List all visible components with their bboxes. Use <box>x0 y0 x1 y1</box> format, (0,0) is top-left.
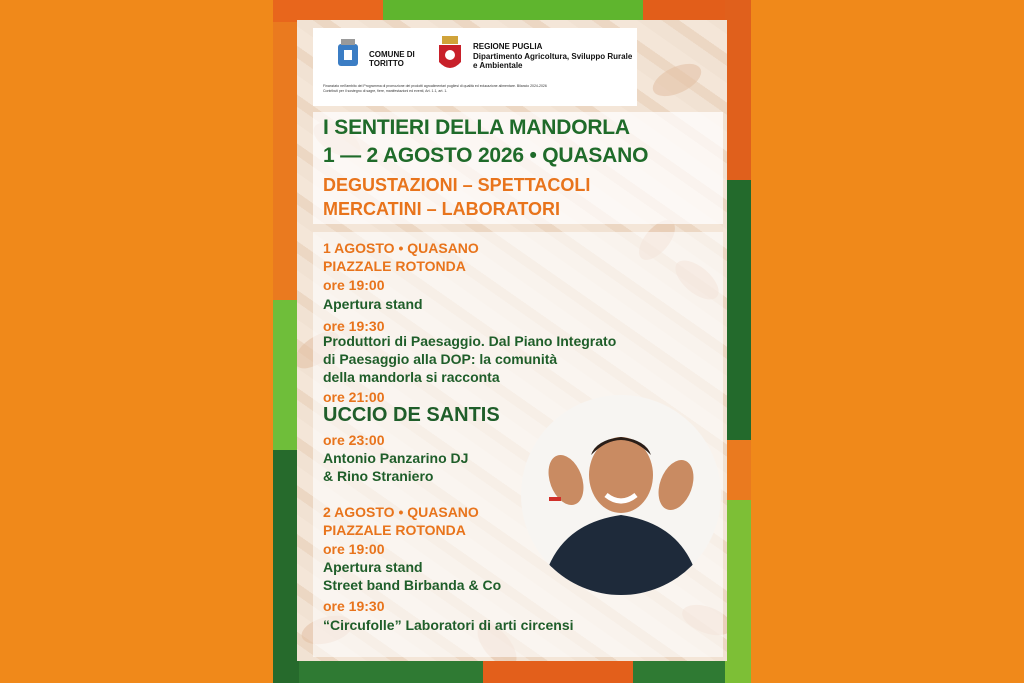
day2-event1-time: ore 19:00 <box>323 541 385 557</box>
regione-title: REGIONE PUGLIA <box>473 42 543 51</box>
day2-heading: 2 AGOSTO • QUASANO <box>323 504 479 520</box>
event-tagline-2: MERCATINI – LABORATORI <box>323 199 560 219</box>
event-tagline-1: DEGUSTAZIONI – SPETTACOLI <box>323 175 591 195</box>
day1-event1-time: ore 19:00 <box>323 277 385 293</box>
frame-darkgreen-left <box>273 450 299 683</box>
day1-event4-time: ore 23:00 <box>323 432 385 448</box>
frame-orange-left <box>273 0 299 300</box>
frame-green-left <box>273 300 299 450</box>
puglia-crest-icon <box>437 36 463 74</box>
day2-event1-line2: Street band Birbanda & Co <box>323 577 502 593</box>
comune-label: COMUNE DI TORITTO <box>369 50 415 68</box>
frame-lightgreen-right <box>725 500 751 683</box>
fine-print-line-1: Finanziato nell'ambito del Programma di promozione dei prodotti agroalimentari pugliesi di qualità ed educazione alimentare. Bilancio 2024-2026 <box>323 84 547 88</box>
day1-event2-line3: della mandorla si racconta <box>323 369 500 385</box>
frame-orange-bottom <box>483 661 633 683</box>
event-dates: 1 — 2 AGOSTO 2026 • QUASANO <box>323 144 649 167</box>
performer-photo <box>521 395 721 595</box>
day2-event1-line1: Apertura stand <box>323 559 423 575</box>
fine-print-line-2: Contributi per il sostegno di sagre, fiere, manifestazioni ed eventi, Art. 1.1, art. 1. <box>323 89 448 93</box>
frame-darkgreen-right <box>725 180 751 440</box>
frame-orange-right-lower <box>725 440 751 500</box>
frame-orange-right <box>725 0 751 180</box>
torritto-crest-icon <box>335 38 361 70</box>
day1-event3-time: ore 21:00 <box>323 389 385 405</box>
header-logos <box>313 28 637 106</box>
frame-green-top <box>383 0 643 22</box>
day1-heading: 1 AGOSTO • QUASANO <box>323 240 479 256</box>
day1-event4-line1: Antonio Panzarino DJ <box>323 450 469 466</box>
day1-event1-text: Apertura stand <box>323 296 423 312</box>
day2-place: PIAZZALE ROTONDA <box>323 522 466 538</box>
day1-place: PIAZZALE ROTONDA <box>323 258 466 274</box>
regione-department: Dipartimento Agricoltura, Sviluppo Rurale e Ambientale <box>473 51 633 70</box>
day1-event2-line2: di Paesaggio alla DOP: la comunità <box>323 351 558 367</box>
event-title: I SENTIERI DELLA MANDORLA <box>323 116 630 139</box>
performer-illustration <box>521 395 721 595</box>
headliner-name: UCCIO DE SANTIS <box>323 404 500 426</box>
fine-print <box>323 84 629 94</box>
almond-background <box>297 20 727 661</box>
event-poster <box>273 0 751 683</box>
frame-orange-top-left <box>273 0 393 22</box>
day1-event4-line2: & Rino Straniero <box>323 468 434 484</box>
day1-event2-time: ore 19:30 <box>323 318 385 334</box>
regione-block <box>473 42 633 71</box>
day2-event2-text: “Circufolle” Laboratori di arti circensi <box>323 617 574 633</box>
day2-event2-time: ore 19:30 <box>323 598 385 614</box>
day1-event2-line1: Produttori di Paesaggio. Dal Piano Integrato <box>323 333 617 349</box>
